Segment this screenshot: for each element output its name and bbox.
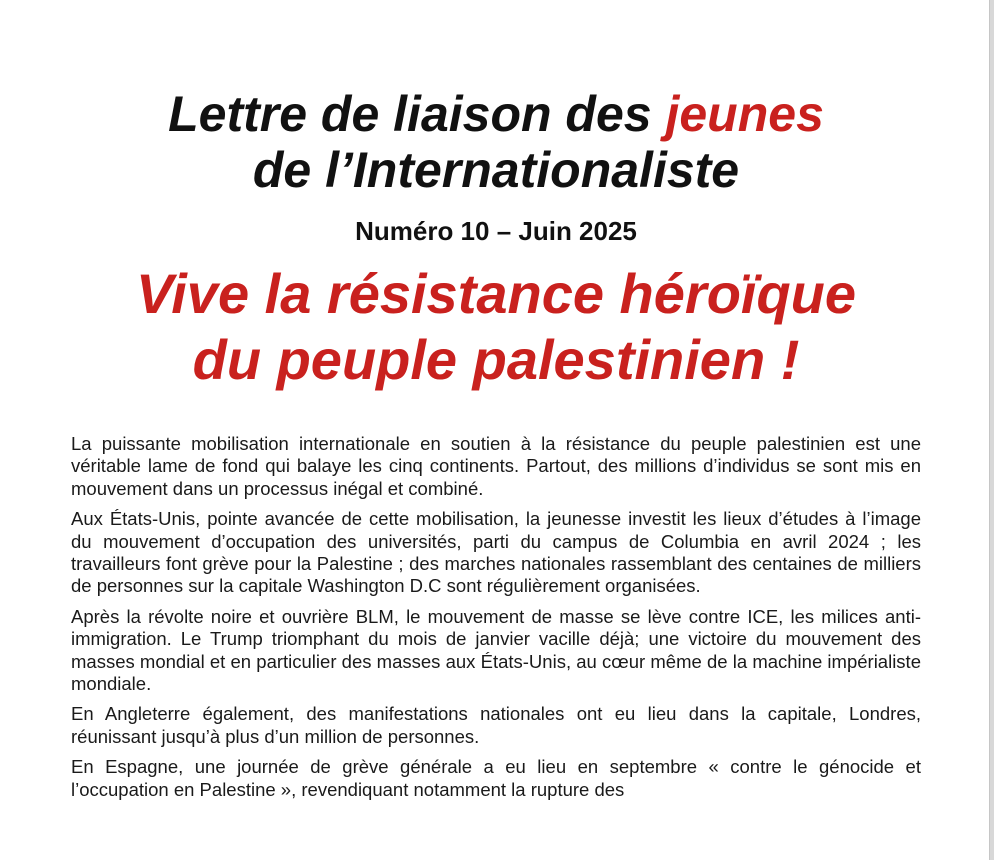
title-accent-word: jeunes (665, 86, 824, 142)
article-body (71, 433, 921, 801)
page-edge-shadow (989, 0, 994, 860)
issue-number: Numéro 10 – Juin 2025 (355, 216, 637, 246)
document-page (71, 0, 921, 809)
title-line2: de l’Internationaliste (252, 142, 740, 198)
title-line1-prefix: Lettre de liaison des (168, 86, 666, 142)
article-paragraph: En Angleterre également, des manifestations nationales ont eu lieu dans la capitale, Londres, réunissant jusqu’à plus d’un million de personnes. (71, 703, 921, 747)
article-paragraph: En Espagne, une journée de grève générale a eu lieu en septembre « contre le génocide et l’occupation en Palestine », revendiquant notamment la rupture des (71, 756, 921, 800)
newsletter-title (71, 0, 921, 198)
headline-line1: Vive la résistance héroïque (135, 262, 857, 325)
article-paragraph: Après la révolte noire et ouvrière BLM, le mouvement de masse se lève contre ICE, les milices anti-immigration. Le Trump triomphant du mois de janvier vacille déjà; une victoire du mouvement des masses mondial et en particulier des masses aux États-Unis, au cœur même de la machine impérialiste mondiale. (71, 605, 921, 695)
headline-line2: du peuple palestinien ! (192, 328, 800, 391)
article-paragraph: La puissante mobilisation internationale en soutien à la résistance du peuple palestinien est une véritable lame de fond qui balaye les cinq continents. Partout, des millions d’individus se sont mis en mouvement dans un processus inégal et combiné. (71, 433, 921, 499)
article-headline (71, 261, 921, 393)
article-paragraph: Aux États-Unis, pointe avancée de cette mobilisation, la jeunesse investit les lieux d’études à l’image du mouvement d’occupation des universités, parti du campus de Columbia en avril 2024 ; les travailleurs font grève pour la Palestine ; des marches nationales rassemblant des centaines de milliers de personnes sur la capitale Washington D.C sont régulièrement organisées. (71, 508, 921, 597)
